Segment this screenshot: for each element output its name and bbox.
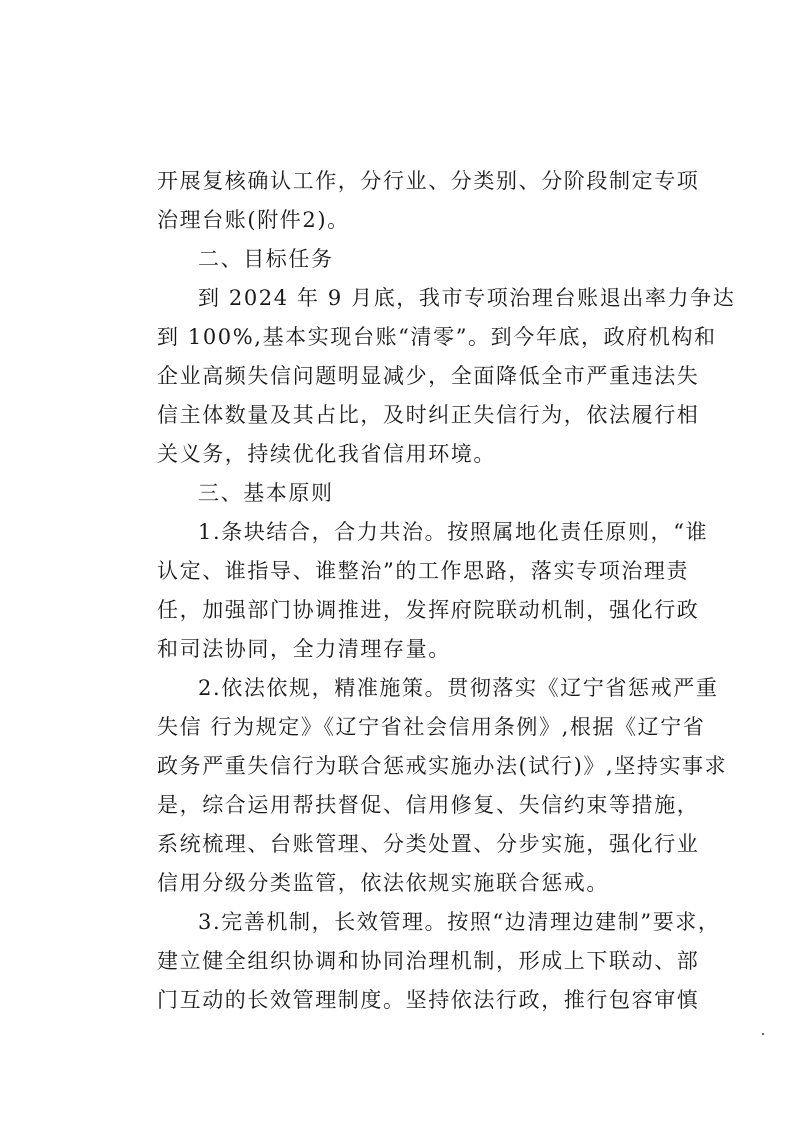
body-line: 治理台账(附件2)。 xyxy=(157,208,350,232)
body-line: 企业高频失信问题明显减少，全面降低全市严重违法失 xyxy=(157,364,700,388)
body-line: 建立健全组织协调和协同治理机制，形成上下联动、部 xyxy=(157,949,700,973)
body-line: 信主体数量及其占比，及时纠正失信行为，依法履行相 xyxy=(157,403,700,427)
body-line: 关义务，持续优化我省信用环境。 xyxy=(157,442,496,466)
body-line: 到 100%,基本实现台账“清零”。到今年底，政府机构和 xyxy=(157,325,717,349)
body-line: 失信 行为规定》《辽宁省社会信用条例》,根据《辽宁省 xyxy=(157,715,706,739)
body-line: 认定、谁指导、谁整治”的工作思路，落实专项治理责 xyxy=(157,559,690,583)
body-line: 任，加强部门协调推进，发挥府院联动机制，强化行政 xyxy=(157,598,700,622)
paragraph-first-line: 2.依法依规，精准施策。贯彻落实《辽宁省惩戒严重 xyxy=(198,676,719,700)
body-line: 门互动的长效管理制度。坚持依法行政，推行包容审慎 xyxy=(157,988,700,1012)
body-line: 政务严重失信行为联合惩戒实施办法(试行)》,坚持实事求 xyxy=(157,754,728,778)
body-line: 是，综合运用帮扶督促、信用修复、失信约束等措施， xyxy=(157,793,700,817)
body-line: 信用分级分类监管，依法依规实施联合惩戒。 xyxy=(157,871,609,895)
section-heading: 二、目标任务 xyxy=(198,247,334,271)
section-heading: 三、基本原则 xyxy=(198,481,334,505)
paragraph-first-line: 3.完善机制，长效管理。按照“边清理边建制”要求， xyxy=(198,910,721,934)
paragraph-first-line: 1.条块结合，合力共治。按照属地化责任原则，“谁 xyxy=(198,520,709,544)
body-line: 和司法协同，全力清理存量。 xyxy=(157,637,451,661)
body-line: 系统梳理、台账管理、分类处置、分步实施，强化行业 xyxy=(157,832,700,856)
body-line: 开展复核确认工作，分行业、分类别、分阶段制定专项 xyxy=(157,169,700,193)
paragraph-first-line: 到 2024 年 9 月底，我市专项治理台账退出率力争达 xyxy=(198,286,736,310)
scan-speck xyxy=(762,1033,764,1035)
